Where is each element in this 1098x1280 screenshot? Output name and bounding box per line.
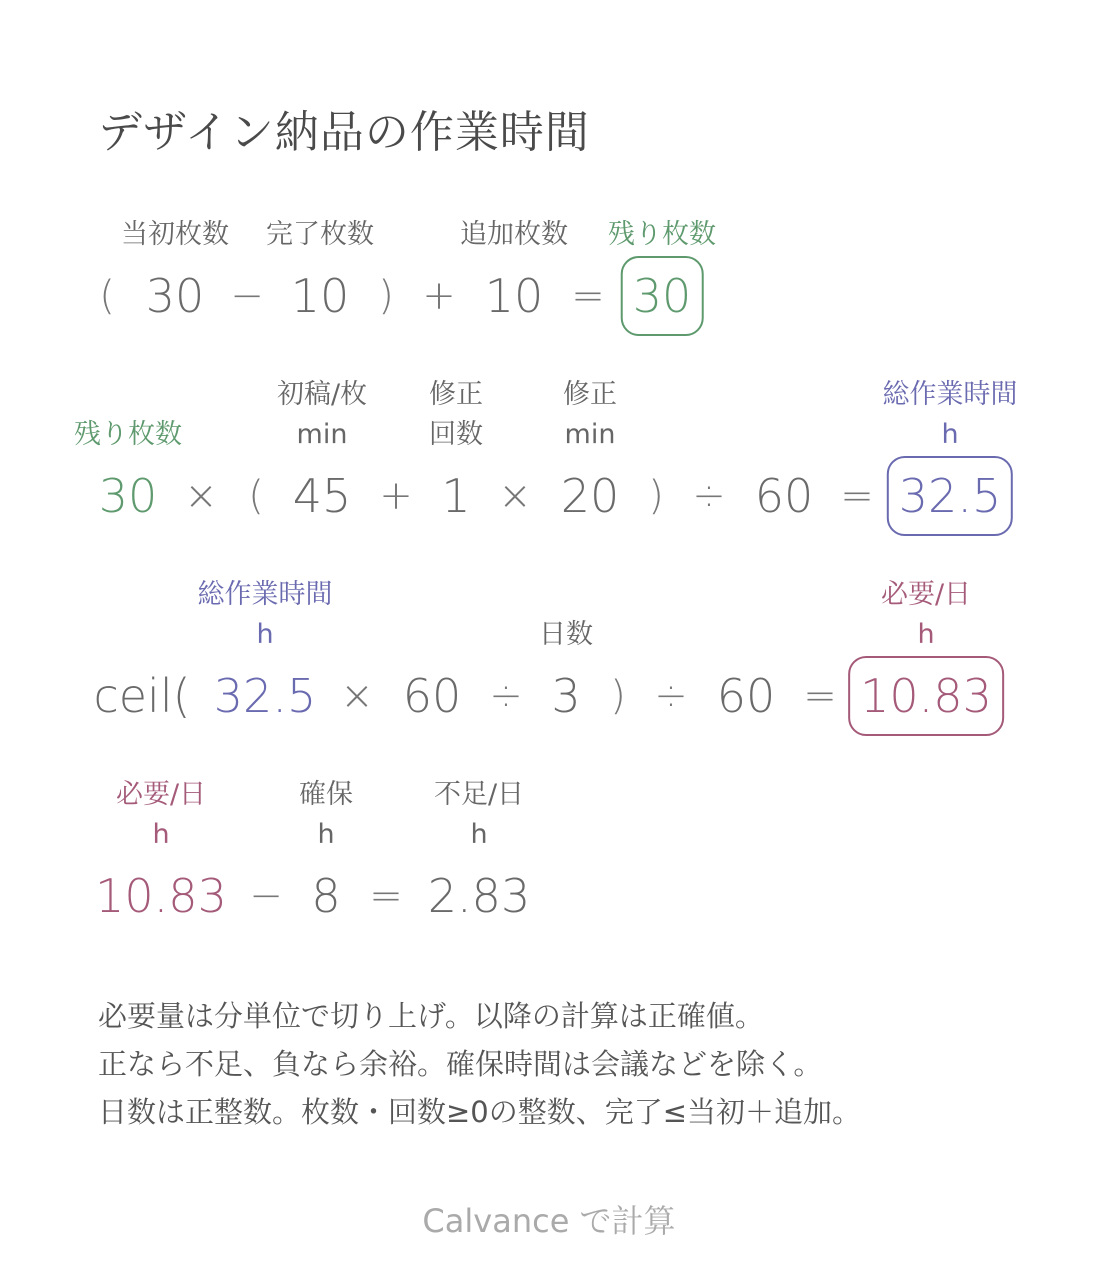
divide-operator: ÷ [692,473,726,519]
label-secured-time: 確保 [299,779,353,810]
close-paren: ) [378,273,394,319]
label-revision-minutes-unit: min [564,419,616,450]
label-revision-count-unit: 回数 [429,419,483,450]
label-shortfall-per-day: 不足/日 [433,779,525,810]
value-required-per-day: 10.83 [95,869,227,923]
value-remaining-count: 30 [98,469,158,523]
label-secured-time-unit: h [317,819,335,850]
close-paren: ) [610,673,626,719]
value-added-count: 10 [484,269,544,323]
label-shortfall-per-day-unit: h [470,819,488,850]
label-required-per-day: 必要/日 [115,779,207,810]
times-operator: × [498,473,532,519]
equals-operator: = [571,273,605,319]
formula-required-per-day [0,580,1098,730]
value-revision-minutes: 20 [560,469,620,523]
divide-operator: ÷ [489,673,523,719]
footer-credit: Calvance で計算 [422,1202,676,1240]
label-draft-per-sheet: 初稿/枚 [276,379,368,410]
label-remaining-count: 残り枚数 [74,419,182,450]
label-revision-minutes: 修正 [563,379,617,410]
value-sixty: 60 [716,669,776,723]
label-days: 日数 [539,619,593,650]
label-required-per-day-unit: h [917,619,935,650]
result-total-hours: 32.5 [887,456,1013,536]
value-initial-count: 30 [145,269,205,323]
result-remaining-count: 30 [621,256,704,336]
plus-operator: + [379,473,413,519]
value-sixty: 60 [402,669,462,723]
value-days: 3 [551,669,581,723]
ceil-function: ceil( [93,669,191,723]
result-required-per-day: 10.83 [848,656,1004,736]
value-done-count: 10 [290,269,350,323]
note-line: 日数は正整数。枚数・回数≥0の整数、完了≤当初＋追加。 [98,1095,862,1129]
label-added-count: 追加枚数 [460,219,568,250]
value-draft-minutes: 45 [292,469,352,523]
times-operator: × [340,673,374,719]
minus-operator: − [249,873,283,919]
close-paren: ) [648,473,664,519]
value-total-hours: 32.5 [213,669,317,723]
label-draft-unit: min [296,419,348,450]
label-remaining-count: 残り枚数 [608,219,716,250]
label-initial-count: 当初枚数 [121,219,229,250]
minus-operator: − [230,273,264,319]
equals-operator: = [369,873,403,919]
value-revision-count: 1 [441,469,471,523]
value-secured-time: 8 [311,869,341,923]
label-required-per-day-unit: h [152,819,170,850]
value-shortfall-per-day: 2.83 [427,869,531,923]
equals-operator: = [803,673,837,719]
label-total-hours: 総作業時間 [197,579,333,610]
note-line: 必要量は分単位で切り上げ。以降の計算は正確値。 [98,999,764,1033]
times-operator: × [184,473,218,519]
divide-operator: ÷ [654,673,688,719]
open-paren: ( [248,473,264,519]
plus-operator: + [422,273,456,319]
label-revision-count: 修正 [429,379,483,410]
label-total-hours: 総作業時間 [882,379,1018,410]
label-total-hours-unit: h [941,419,959,450]
notes [98,992,861,1136]
label-required-per-day: 必要/日 [880,579,972,610]
open-paren: ( [99,273,115,319]
value-sixty: 60 [754,469,814,523]
formula-shortfall-per-day [0,780,1098,930]
formula-total-hours [0,380,1098,530]
label-total-hours-unit: h [256,619,274,650]
note-line: 正なら不足、負なら余裕。確保時間は会議などを除く。 [98,1047,823,1081]
equals-operator: = [840,473,874,519]
formula-remaining-sheets [0,220,1098,370]
page-title: デザイン納品の作業時間 [98,107,590,158]
label-done-count: 完了枚数 [266,219,374,250]
